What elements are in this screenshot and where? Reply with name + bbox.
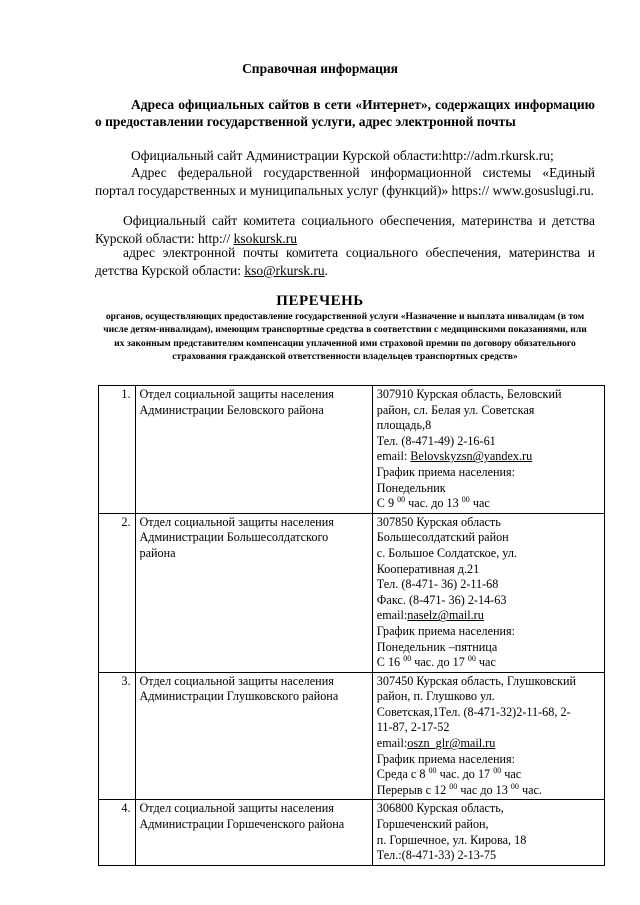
org-name-line: Отдел социальной защиты населения: [139, 387, 334, 401]
paragraph-gosuslugi: Адрес федеральной государственной информационной системы «Единый портал государственных и муниципальных услуг (функций)» https:// www.gosuslugi.ru.: [95, 165, 595, 198]
email-link[interactable]: oszn_glr@mail.ru: [407, 736, 496, 751]
hours-line: С 9 $^{00}$ час. до 13 $^{00}$ час: [376, 495, 490, 511]
org-name-line: Администрации Глушковского района: [139, 689, 339, 704]
email-line: email:oszn_glr@mail.ru: [376, 736, 496, 751]
org-name-line: Отдел социальной защиты населения: [139, 514, 334, 529]
address-line: 307850 Курская область: [376, 514, 501, 529]
address-line: 11-87, 2-17-52: [376, 720, 450, 735]
org-name-line: Администрации Беловского района: [139, 402, 324, 417]
schedule-line: Понедельник: [376, 480, 446, 495]
email-link[interactable]: Belovskyzsn@yandex.ru: [410, 449, 533, 464]
schedule-line: График приема населения:: [376, 623, 516, 638]
table-row: [99, 513, 605, 672]
row-number: 2.: [99, 513, 136, 672]
address-line: район, сл. Белая ул. Советская: [376, 402, 535, 417]
address-line: Большесолдатский район: [376, 530, 509, 545]
row-number: 4.: [99, 800, 136, 865]
address-line: Тел. (8-471- 36) 2-11-68: [376, 577, 499, 592]
org-name-cell: [135, 513, 372, 672]
paragraph-admin-site: Официальный сайт Администрации Курской области:http://adm.rkursk.ru;: [131, 148, 554, 163]
hours-line: С 16 $^{00}$ час. до 17 $^{00}$ час: [376, 654, 496, 670]
email-line: email: Belovskyzsn@yandex.ru: [376, 449, 533, 464]
email-line: email:naselz@mail.ru: [376, 608, 484, 623]
address-line: п. Горшечное, ул. Кирова, 18: [376, 832, 527, 847]
address-line: Горшеченский район,: [376, 817, 489, 832]
list-title: ПЕРЕЧЕНЬ: [276, 293, 364, 309]
committee-site-link[interactable]: ksokursk.ru: [233, 231, 297, 246]
row-number: 3.: [99, 672, 136, 800]
org-name-cell: [135, 386, 372, 514]
committee-email-link[interactable]: kso@rkursk.ru: [244, 263, 325, 278]
contact-cell: [372, 513, 604, 672]
address-line: Факс. (8-471- 36) 2-14-63: [376, 592, 507, 607]
hours-line: Среда с 8 $^{00}$ час. до 17 $^{00}$ час: [376, 766, 522, 782]
offices-table: [98, 385, 605, 866]
org-name-line: Администрации Большесолдатского: [139, 530, 329, 545]
org-name-line: Администрации Горшеченского района: [139, 817, 345, 832]
break-hours-line: Перерыв с 12 $^{00}$ час до 13 $^{00}$ час.: [376, 781, 542, 797]
email-link[interactable]: naselz@mail.ru: [407, 608, 484, 623]
org-name-line: Отдел социальной защиты населения: [139, 801, 334, 816]
org-name-line: района: [139, 545, 176, 560]
schedule-line: График приема населения:: [376, 464, 516, 479]
org-name-cell: [135, 672, 372, 800]
schedule-line: График приема населения:: [376, 751, 516, 766]
address-line: с. Большое Солдатское, ул.: [376, 545, 517, 560]
address-line: площадь,8: [376, 418, 432, 433]
table-row: [99, 386, 605, 514]
schedule-line: Понедельник –пятница: [376, 639, 498, 654]
contact-cell: [372, 800, 604, 865]
address-line: Тел. (8-471-49) 2-16-61: [376, 433, 496, 448]
address-line: 307910 Курская область, Беловский: [376, 387, 562, 401]
row-number: 1.: [99, 386, 136, 514]
paragraph-committee-email: адрес электронной почты комитета социального обеспечения, материнства и детства Курской области: kso@rkursk.ru.: [95, 245, 595, 278]
org-name-cell: [135, 800, 372, 865]
page-title: Справочная информация: [242, 61, 398, 76]
address-line: 307450 Курская область, Глушковский: [376, 673, 577, 688]
table-row: [99, 672, 605, 800]
table-row: [99, 800, 605, 865]
contact-cell: [372, 672, 604, 800]
paragraph-committee-site: Официальный сайт комитета социального обеспечения, материнства и детства Курской области: http:// ksokursk.ru: [95, 213, 595, 246]
list-description: органов, осуществляющих предоставление государственной услуги «Назначение и выплата инвалидам (в том числе детям-инвалидам), имеющим транспортные средства в соответствии с медицинскими показаниями, или их законным представителям компенсации уплаченной ими страховой премии по договору обязательного страхования гражданской ответственности владельцев транспортных средств»: [103, 311, 587, 363]
address-line: 306800 Курская область,: [376, 801, 504, 816]
address-line: район, п. Глушково ул.: [376, 689, 495, 704]
section-heading: Адреса официальных сайтов в сети «Интернет», содержащих информацию о предоставлении государственной услуги, адрес электронной почты: [95, 97, 595, 129]
address-line: Кооперативная д.21: [376, 561, 480, 576]
address-line: Советская,1Тел. (8-471-32)2-11-68, 2-: [376, 704, 571, 719]
contact-cell: [372, 386, 604, 514]
org-name-line: Отдел социальной защиты населения: [139, 673, 334, 688]
address-line: Тел.:(8-471-33) 2-13-75: [376, 848, 497, 863]
